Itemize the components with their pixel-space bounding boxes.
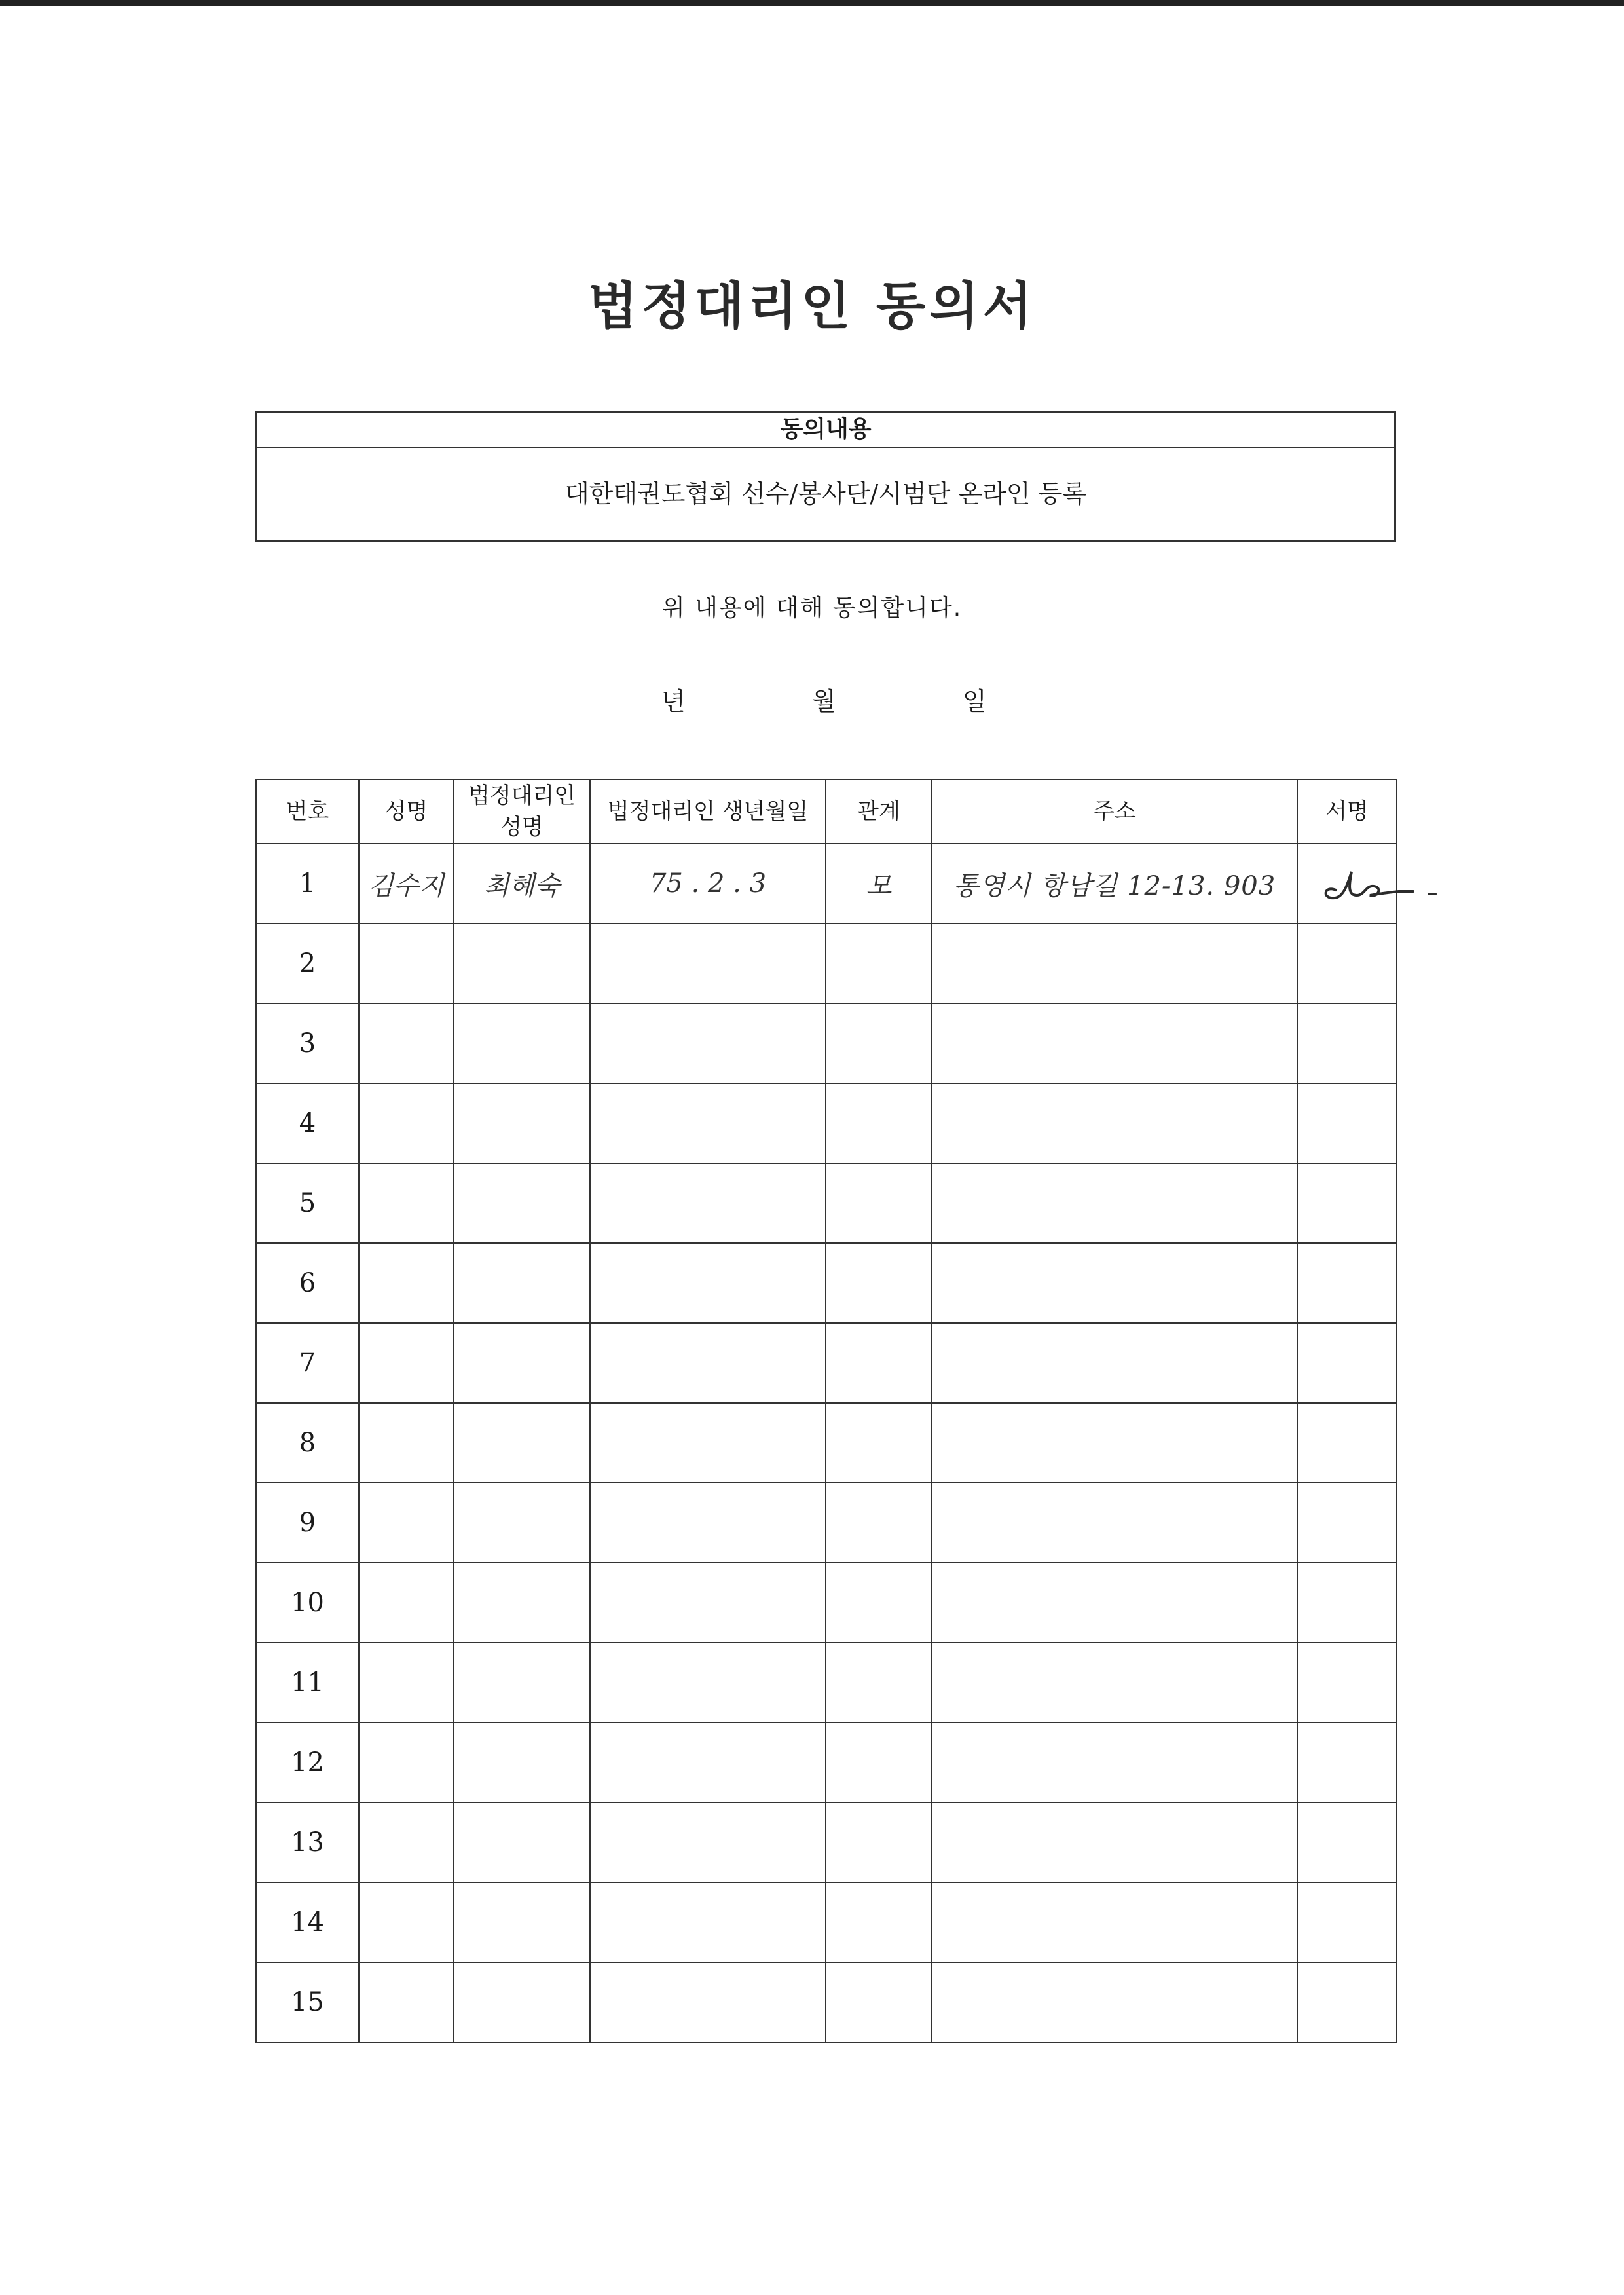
guardian-birthdate[interactable] xyxy=(590,1083,826,1163)
table-row xyxy=(256,1003,1397,1083)
table-row xyxy=(256,1723,1397,1802)
header-name: 성명 xyxy=(359,779,454,844)
guardian-birthdate[interactable] xyxy=(590,1003,826,1083)
guardian-name[interactable] xyxy=(454,1003,590,1083)
address[interactable] xyxy=(932,1243,1297,1323)
signature-cell[interactable] xyxy=(1297,1003,1397,1083)
header-guardian-name: 법정대리인 성명 xyxy=(454,779,590,844)
guardian-table xyxy=(255,779,1397,2043)
row-number: 10 xyxy=(256,1563,359,1643)
signature-cell[interactable] xyxy=(1297,1882,1397,1962)
signature-cell[interactable] xyxy=(1297,1962,1397,2042)
address[interactable] xyxy=(932,1563,1297,1643)
address[interactable] xyxy=(932,1323,1297,1403)
guardian-name[interactable] xyxy=(454,1243,590,1323)
table-row xyxy=(256,1802,1397,1882)
student-name[interactable] xyxy=(359,1483,454,1563)
student-name[interactable] xyxy=(359,1243,454,1323)
table-row xyxy=(256,1403,1397,1483)
student-name[interactable] xyxy=(359,1643,454,1723)
row-number: 15 xyxy=(256,1962,359,2042)
student-name[interactable] xyxy=(359,1563,454,1643)
consent-box xyxy=(255,411,1396,542)
address[interactable] xyxy=(932,1802,1297,1882)
table-body xyxy=(256,844,1397,2042)
guardian-name[interactable] xyxy=(454,1563,590,1643)
row-number: 13 xyxy=(256,1802,359,1882)
guardian-name[interactable] xyxy=(454,1643,590,1723)
signature-cell[interactable] xyxy=(1297,1403,1397,1483)
guardian-name[interactable] xyxy=(454,1403,590,1483)
relation[interactable]: 모 xyxy=(826,844,932,924)
guardian-name[interactable] xyxy=(454,1323,590,1403)
guardian-name[interactable] xyxy=(454,1723,590,1802)
header-address: 주소 xyxy=(932,779,1297,844)
address[interactable]: 통영시 항남길 12-13. 903 xyxy=(932,844,1297,924)
header-number: 번호 xyxy=(256,779,359,844)
signature-cell[interactable] xyxy=(1297,1163,1397,1243)
address[interactable] xyxy=(932,1962,1297,2042)
consent-header: 동의내용 xyxy=(257,413,1394,448)
guardian-birthdate[interactable] xyxy=(590,1802,826,1882)
table-row xyxy=(256,1323,1397,1403)
relation[interactable] xyxy=(826,1163,932,1243)
relation[interactable] xyxy=(826,1483,932,1563)
guardian-birthdate[interactable]: 75 . 2 . 3 xyxy=(590,844,826,924)
signature-cell[interactable] xyxy=(1297,924,1397,1003)
student-name[interactable] xyxy=(359,1323,454,1403)
relation[interactable] xyxy=(826,1003,932,1083)
guardian-name[interactable] xyxy=(454,1483,590,1563)
date-month-label: 월 xyxy=(812,687,836,716)
student-name[interactable] xyxy=(359,1962,454,2042)
table-row xyxy=(256,1163,1397,1243)
student-name[interactable]: 김수지 xyxy=(359,844,454,924)
table-row xyxy=(256,1563,1397,1643)
signature-cell[interactable] xyxy=(1297,1723,1397,1802)
row-number: 11 xyxy=(256,1643,359,1723)
signature-cell[interactable] xyxy=(1297,1563,1397,1643)
relation[interactable] xyxy=(826,924,932,1003)
row-number: 8 xyxy=(256,1403,359,1483)
guardian-birthdate[interactable] xyxy=(590,1962,826,2042)
guardian-name[interactable] xyxy=(454,1882,590,1962)
relation[interactable] xyxy=(826,1802,932,1882)
header-guardian-birth: 법정대리인 생년월일 xyxy=(590,779,826,844)
student-name[interactable] xyxy=(359,1802,454,1882)
table-row xyxy=(256,1483,1397,1563)
table-row xyxy=(256,1083,1397,1163)
scan-top-edge xyxy=(0,0,1624,6)
relation[interactable] xyxy=(826,1083,932,1163)
row-number: 4 xyxy=(256,1083,359,1163)
guardian-birthdate[interactable] xyxy=(590,1163,826,1243)
student-name[interactable] xyxy=(359,1882,454,1962)
document-title: 법정대리인 동의서 xyxy=(588,277,1036,336)
signature-cell[interactable] xyxy=(1297,1643,1397,1723)
address[interactable] xyxy=(932,1403,1297,1483)
address[interactable] xyxy=(932,1083,1297,1163)
guardian-birthdate[interactable] xyxy=(590,1643,826,1723)
table-row xyxy=(256,1643,1397,1723)
signature-cell[interactable] xyxy=(1297,1323,1397,1403)
row-number: 2 xyxy=(256,924,359,1003)
row-number: 12 xyxy=(256,1723,359,1802)
row-number: 6 xyxy=(256,1243,359,1323)
student-name[interactable] xyxy=(359,1163,454,1243)
guardian-birthdate[interactable] xyxy=(590,924,826,1003)
relation[interactable] xyxy=(826,1403,932,1483)
relation[interactable] xyxy=(826,1563,932,1643)
guardian-name[interactable]: 최혜숙 xyxy=(454,844,590,924)
address[interactable] xyxy=(932,924,1297,1003)
signature-cell[interactable] xyxy=(1297,1483,1397,1563)
row-number: 14 xyxy=(256,1882,359,1962)
guardian-name[interactable] xyxy=(454,1802,590,1882)
row-number: 1 xyxy=(256,844,359,924)
student-name[interactable] xyxy=(359,924,454,1003)
address[interactable] xyxy=(932,1882,1297,1962)
address[interactable] xyxy=(932,1163,1297,1243)
date-line xyxy=(0,681,1624,714)
row-number: 3 xyxy=(256,1003,359,1083)
guardian-birthdate[interactable] xyxy=(590,1403,826,1483)
signature-cell[interactable] xyxy=(1297,1243,1397,1323)
row-number: 5 xyxy=(256,1163,359,1243)
row-number: 9 xyxy=(256,1483,359,1563)
table-row xyxy=(256,1243,1397,1323)
table-row xyxy=(256,924,1397,1003)
guardian-name[interactable] xyxy=(454,1083,590,1163)
student-name[interactable] xyxy=(359,1723,454,1802)
student-name[interactable] xyxy=(359,1403,454,1483)
address[interactable] xyxy=(932,1643,1297,1723)
relation[interactable] xyxy=(826,1643,932,1723)
consent-body: 대한태권도협회 선수/봉사단/시범단 온라인 등록 xyxy=(564,479,1086,508)
table-row xyxy=(256,844,1397,924)
student-name[interactable] xyxy=(359,1083,454,1163)
guardian-name[interactable] xyxy=(454,924,590,1003)
relation[interactable] xyxy=(826,1882,932,1962)
header-relation: 관계 xyxy=(826,779,932,844)
address[interactable] xyxy=(932,1003,1297,1083)
handwritten-signature xyxy=(1310,865,1441,905)
header-signature: 서명 xyxy=(1297,779,1397,844)
guardian-birthdate[interactable] xyxy=(590,1882,826,1962)
signature-cell[interactable] xyxy=(1297,1802,1397,1882)
address[interactable] xyxy=(932,1483,1297,1563)
date-day-label: 일 xyxy=(963,687,987,716)
guardian-name[interactable] xyxy=(454,1962,590,2042)
agreement-statement: 위 내용에 대해 동의합니다. xyxy=(661,595,963,622)
address[interactable] xyxy=(932,1723,1297,1802)
table-header-row xyxy=(256,779,1397,844)
signature-cell[interactable] xyxy=(1297,1083,1397,1163)
relation[interactable] xyxy=(826,1323,932,1403)
relation[interactable] xyxy=(826,1723,932,1802)
table-row xyxy=(256,1882,1397,1962)
relation[interactable] xyxy=(826,1962,932,2042)
row-number: 7 xyxy=(256,1323,359,1403)
guardian-name[interactable] xyxy=(454,1163,590,1243)
signature-cell[interactable] xyxy=(1297,844,1397,924)
table-row xyxy=(256,1962,1397,2042)
guardian-birthdate[interactable] xyxy=(590,1563,826,1643)
guardian-birthdate[interactable] xyxy=(590,1723,826,1802)
guardian-birthdate[interactable] xyxy=(590,1243,826,1323)
guardian-birthdate[interactable] xyxy=(590,1323,826,1403)
date-year-label: 년 xyxy=(661,687,686,716)
student-name[interactable] xyxy=(359,1003,454,1083)
guardian-birthdate[interactable] xyxy=(590,1483,826,1563)
relation[interactable] xyxy=(826,1243,932,1323)
